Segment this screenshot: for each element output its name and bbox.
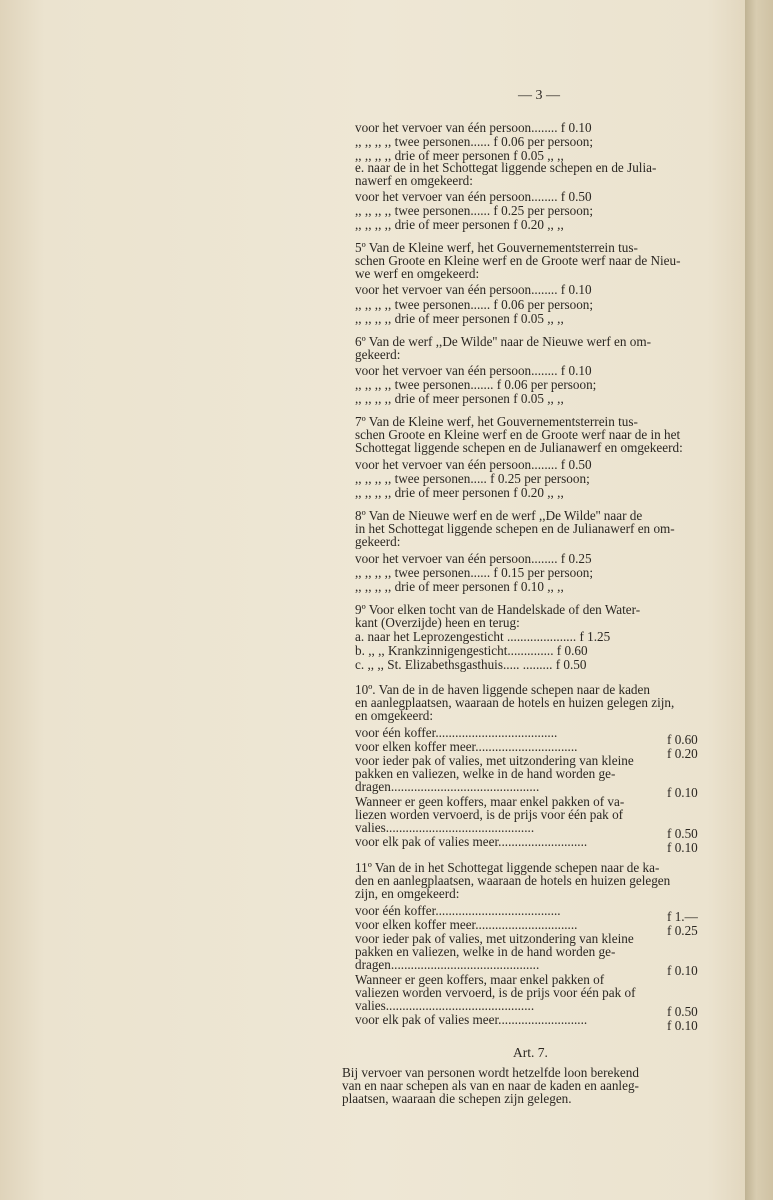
amount: f 0.10 (667, 1018, 698, 1033)
text-line: valiezen worden vervoerd, is de prijs voor één pak of (355, 985, 636, 1000)
text-line: valies............................................. (355, 820, 535, 835)
text-line: a. naar het Leprozengesticht ..................... f 1.25 (355, 629, 611, 644)
text-line: kant (Overzijde) heen en terug: (355, 615, 520, 630)
text-line: 9º Voor elken tocht van de Handelskade of den Water- (355, 602, 641, 617)
amount: f 0.20 (667, 746, 698, 761)
text-line: valies............................................. (355, 998, 535, 1013)
text-line: ,, ,, ,, ,, drie of meer personen f 0.05 ,, ,, (355, 148, 564, 163)
text-line: 8º Van de Nieuwe werf en de werf ,,De Wilde'' naar de (355, 508, 643, 523)
text-line: nawerf en omgekeerd: (355, 173, 473, 188)
text-line: voor het vervoer van één persoon........ f 0.10 (355, 282, 592, 297)
text-line: 11º Van de in het Schottegat liggende schepen naar de ka- (355, 860, 660, 875)
amount: f 0.50 (667, 826, 698, 841)
text-line: ,, ,, ,, ,, drie of meer personen f 0.20 ,, ,, (355, 217, 564, 232)
page-edge (745, 0, 773, 1200)
text-line: ,, ,, ,, ,, drie of meer personen f 0.05 ,, ,, (355, 391, 564, 406)
text-line: pakken en valiezen, welke in de hand worden ge- (355, 944, 616, 959)
text-line: we werf en omgekeerd: (355, 266, 480, 281)
text-line: den en aanlegplaatsen, waaraan de hotels en huizen gelegen (355, 873, 671, 888)
text-line: in het Schottegat liggende schepen en de Julianawerf en om- (355, 521, 675, 536)
amount: f 0.50 (667, 1004, 698, 1019)
page-number: — 3 — (518, 88, 560, 103)
text-line: ,, ,, ,, ,, twee personen...... f 0.06 per persoon; (355, 297, 594, 312)
text-line: schen Groote en Kleine werf en de Groote werf naar de Nieu- (355, 253, 681, 268)
text-line: voor het vervoer van één persoon........ f 0.10 (355, 363, 592, 378)
text-line: voor elk pak of valies meer........................... (355, 834, 588, 849)
text-line: gekeerd: (355, 347, 401, 362)
amount: f 0.10 (667, 963, 698, 978)
amount: f 0.10 (667, 785, 698, 800)
amount: f 0.25 (667, 923, 698, 938)
text-line: 6º Van de werf ,,De Wilde'' naar de Nieuwe werf en om- (355, 334, 652, 349)
text-line: voor ieder pak of valies, met uitzondering van kleine (355, 931, 634, 946)
text-line: ,, ,, ,, ,, twee personen...... f 0.25 per persoon; (355, 203, 594, 218)
text-line: voor elken koffer meer............................... (355, 739, 578, 754)
text-line: liezen worden vervoerd, is de prijs voor één pak of (355, 807, 624, 822)
text-line: dragen............................................. (355, 779, 540, 794)
text-line: voor één koffer..................................... (355, 725, 558, 740)
text-line: voor het vervoer van één persoon........ f 0.50 (355, 457, 592, 472)
text-line: c. ,, ,, St. Elizabethsgasthuis..... ......... f 0.50 (355, 657, 587, 672)
text-line: Wanneer er geen koffers, maar enkel pakken of (355, 972, 605, 987)
article-heading: Art. 7. (513, 1045, 548, 1060)
text-line: ,, ,, ,, ,, twee personen..... f 0.25 per persoon; (355, 471, 590, 486)
text-line: dragen............................................. (355, 957, 540, 972)
text-line: ,, ,, ,, ,, twee personen...... f 0.15 per persoon; (355, 565, 594, 580)
text-line: en omgekeerd: (355, 708, 433, 723)
text-line: voor ieder pak of valies, met uitzondering van kleine (355, 753, 634, 768)
closing-line: Bij vervoer van personen wordt hetzelfde loon berekend (342, 1065, 639, 1080)
text-line: ,, ,, ,, ,, drie of meer personen f 0.10 ,, ,, (355, 579, 564, 594)
amount: f 1.— (667, 909, 698, 924)
text-line: ,, ,, ,, ,, twee personen...... f 0.06 per persoon; (355, 134, 594, 149)
text-line: ,, ,, ,, ,, drie of meer personen f 0.20 ,, ,, (355, 485, 564, 500)
text-line: pakken en valiezen, welke in de hand worden ge- (355, 766, 616, 781)
text-line: schen Groote en Kleine werf en de Groote werf naar de in het (355, 427, 681, 442)
text-line: 7º Van de Kleine werf, het Gouvernementsterrein tus- (355, 414, 638, 429)
text-line: en aanlegplaatsen, waaraan de hotels en huizen gelegen zijn, (355, 695, 675, 710)
text-line: ,, ,, ,, ,, drie of meer personen f 0.05 ,, ,, (355, 311, 564, 326)
text-line: gekeerd: (355, 534, 401, 549)
text-line: voor één koffer...................................... (355, 903, 561, 918)
text-line: voor elk pak of valies meer........................... (355, 1012, 588, 1027)
text-line: Wanneer er geen koffers, maar enkel pakken of va- (355, 794, 625, 809)
text-line: e. naar de in het Schottegat liggende schepen en de Julia- (355, 160, 657, 175)
amount: f 0.60 (667, 732, 698, 747)
text-line: voor het vervoer van één persoon........ f 0.50 (355, 189, 592, 204)
text-line: voor het vervoer van één persoon........ f 0.25 (355, 551, 592, 566)
text-line: 10º. Van de in de haven liggende schepen naar de kaden (355, 682, 650, 697)
text-line: zijn, en omgekeerd: (355, 886, 460, 901)
amount: f 0.10 (667, 840, 698, 855)
text-line: voor het vervoer van één persoon........ f 0.10 (355, 120, 592, 135)
text-line: b. ,, ,, Krankzinnigengesticht.............. f 0.60 (355, 643, 588, 658)
text-line: 5º Van de Kleine werf, het Gouvernementsterrein tus- (355, 240, 638, 255)
closing-line: plaatsen, waaraan die schepen zijn gelegen. (342, 1091, 572, 1106)
closing-line: van en naar schepen als van en naar de kaden en aanleg- (342, 1078, 639, 1093)
text-line: voor elken koffer meer............................... (355, 917, 578, 932)
text-line: ,, ,, ,, ,, twee personen....... f 0.06 per persoon; (355, 377, 597, 392)
text-line: Schottegat liggende schepen en de Julianawerf en omgekeerd: (355, 440, 683, 455)
